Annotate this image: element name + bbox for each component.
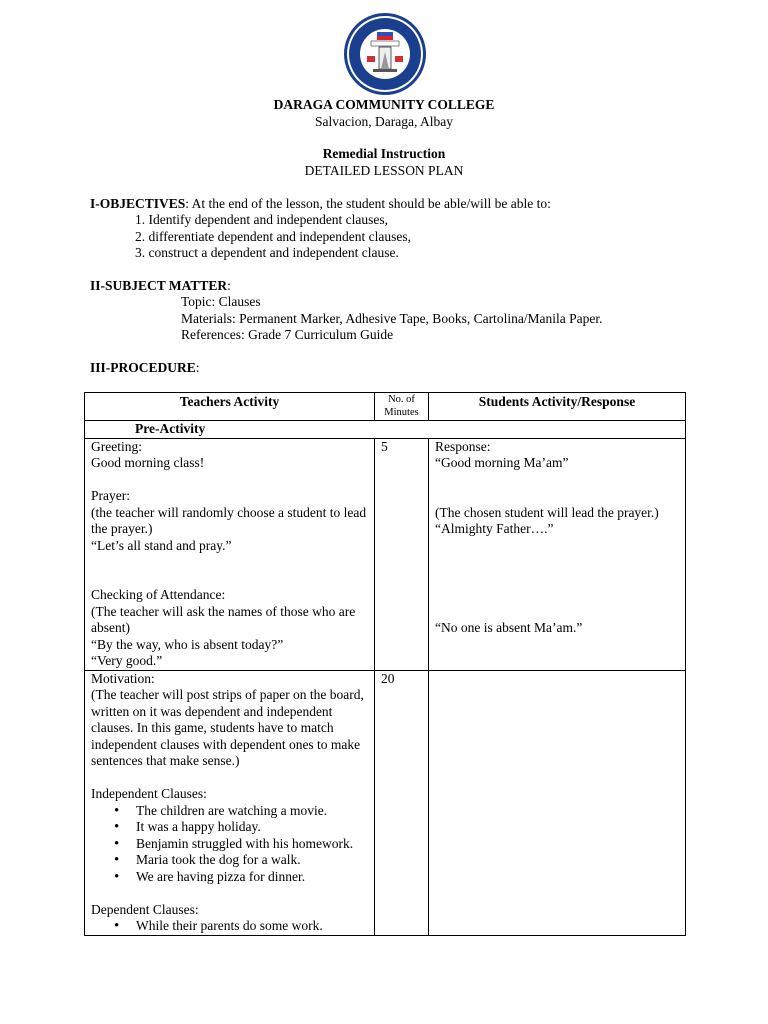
attendance-remark: “Very good.” <box>91 653 163 668</box>
minutes-cell: 20 <box>375 670 429 935</box>
prayer-instruction: (the teacher will randomly choose a student to lead the prayer.) <box>91 504 367 536</box>
student-response-cell <box>429 438 686 670</box>
college-seal-logo <box>343 12 427 96</box>
response-greeting: “Good morning Ma’am” <box>435 455 569 470</box>
pre-activity-row <box>85 421 686 439</box>
objectives-label: I-OBJECTIVES <box>90 196 186 211</box>
spacer <box>435 604 679 621</box>
school-name: DARAGA COMMUNITY COLLEGE <box>273 97 495 112</box>
spacer <box>435 538 679 555</box>
subject-matter-heading <box>90 278 231 295</box>
teacher-activity-cell <box>85 438 375 670</box>
school-address: Salvacion, Daraga, Albay <box>315 114 453 129</box>
spacer <box>91 770 368 787</box>
response-prayer-note: (The chosen student will lead the prayer.) <box>435 504 659 520</box>
procedure-heading <box>90 360 200 377</box>
spacer <box>435 472 679 489</box>
col-header-teacher: Teachers Activity <box>85 393 375 421</box>
table-header-row <box>85 393 686 421</box>
list-item: • Benjamin struggled with his homework. <box>136 836 368 853</box>
independent-clauses-list <box>91 803 368 886</box>
motivation-label: Motivation: <box>91 670 155 686</box>
objective-item-3: 3. construct a dependent and independent clause. <box>135 245 399 260</box>
student-response-cell <box>429 670 686 935</box>
list-item: • We are having pizza for dinner. <box>136 869 368 886</box>
minutes-cell: 5 <box>375 438 429 670</box>
spacer <box>91 571 368 588</box>
spacer <box>435 571 679 588</box>
subject-topic: Topic: Clauses <box>181 294 261 309</box>
response-label: Response: <box>435 438 491 454</box>
attendance-question: “By the way, who is absent today?” <box>91 636 284 652</box>
subject-matter-colon: : <box>227 278 231 293</box>
subject-references: References: Grade 7 Curriculum Guide <box>181 327 394 342</box>
lesson-plan-table <box>84 392 686 936</box>
prayer-label: Prayer: <box>91 488 130 503</box>
dependent-clauses-list <box>91 918 368 935</box>
table-row <box>85 670 686 935</box>
program-title: Remedial Instruction <box>322 146 446 161</box>
attendance-label: Checking of Attendance: <box>91 587 226 602</box>
dependent-clauses-label: Dependent Clauses: <box>91 901 199 917</box>
motivation-cell <box>85 670 375 935</box>
greeting-text: Good morning class! <box>91 455 205 470</box>
spacer <box>435 488 679 505</box>
table-row <box>85 438 686 670</box>
objectives-intro: : At the end of the lesson, the student should be able/will be able to: <box>185 196 551 211</box>
objectives-heading <box>90 196 551 213</box>
response-attendance: “No one is absent Ma’am.” <box>435 620 583 635</box>
document-title: DETAILED LESSON PLAN <box>304 163 464 178</box>
prayer-text: “Let’s all stand and pray.” <box>91 537 232 553</box>
procedure-colon: : <box>195 360 200 375</box>
list-item: • While their parents do some work. <box>136 918 368 935</box>
attendance-instruction: (The teacher will ask the names of those who are absent) <box>91 603 356 635</box>
spacer <box>91 472 368 489</box>
spacer <box>435 554 679 571</box>
col-header-students: Students Activity/Response <box>429 393 686 421</box>
list-item: • It was a happy holiday. <box>136 819 368 836</box>
list-item: • Maria took the dog for a walk. <box>136 852 368 869</box>
objective-item-1: 1. Identify dependent and independent clauses, <box>135 212 389 227</box>
spacer <box>435 587 679 604</box>
list-item: • The children are watching a movie. <box>136 803 368 820</box>
spacer <box>91 885 368 902</box>
subject-matter-label: II-SUBJECT MATTER <box>90 278 228 293</box>
pre-activity-label: Pre-Activity <box>85 421 686 439</box>
col-header-minutes: No. of Minutes <box>375 393 429 421</box>
response-prayer: “Almighty Father….” <box>435 521 554 536</box>
spacer <box>91 554 368 571</box>
motivation-description: (The teacher will post strips of paper on the board, written on it was dependent and independent clauses. In this game, students have to match independent clauses with dependent ones to make sentences that make sense.) <box>91 687 364 768</box>
independent-clauses-label: Independent Clauses: <box>91 786 207 801</box>
objective-item-2: 2. differentiate dependent and independent clauses, <box>135 229 412 244</box>
greeting-label: Greeting: <box>91 438 142 454</box>
procedure-label: III-PROCEDURE <box>90 360 196 375</box>
subject-materials: Materials: Permanent Marker, Adhesive Tape, Books, Cartolina/Manila Paper. <box>181 311 603 326</box>
